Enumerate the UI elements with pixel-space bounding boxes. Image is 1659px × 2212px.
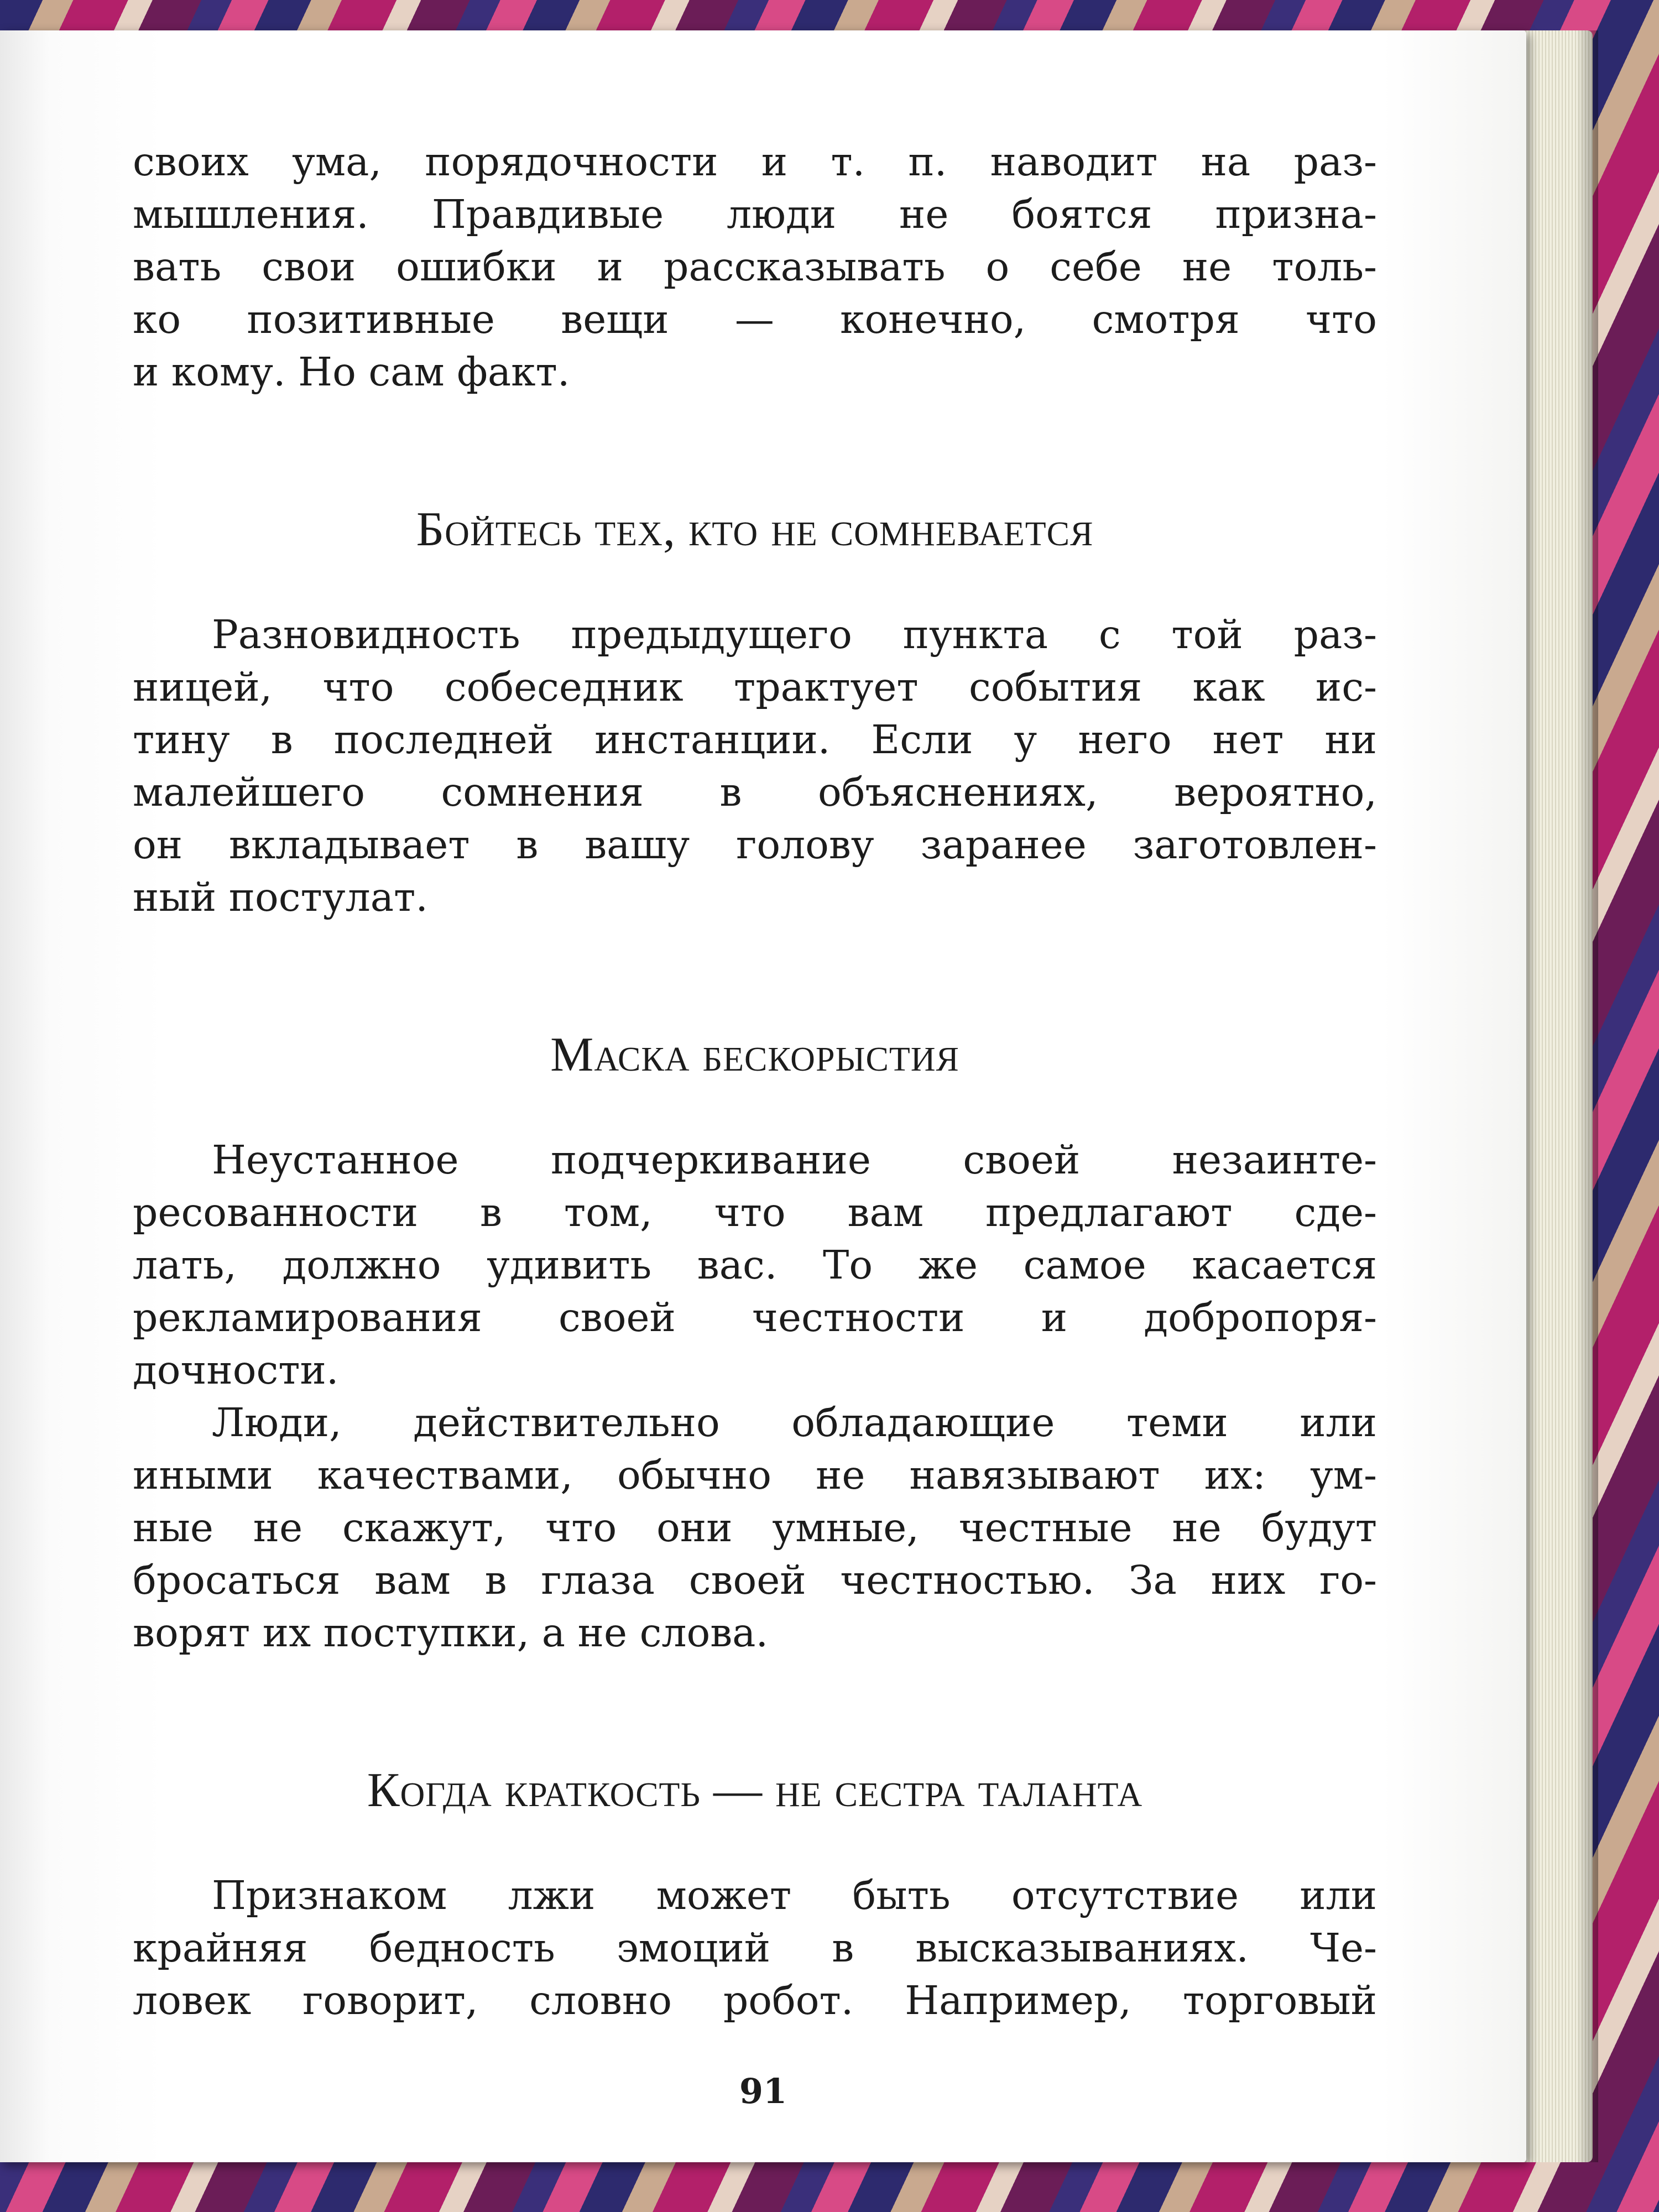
- text-line: Разновидность предыдущего пункта с той раз-: [212, 612, 1377, 658]
- text-line: вать свои ошибки и рассказывать о себе не толь-: [133, 244, 1377, 290]
- text-line: иными качествами, обычно не навязывают их: ум-: [133, 1452, 1377, 1498]
- text-line: ный постулат.: [133, 874, 428, 920]
- text-line: ловек говорит, словно робот. Например, торговый: [133, 1978, 1377, 2023]
- paragraph: [133, 1869, 1377, 2027]
- book-edge-shadow: [1576, 30, 1598, 2162]
- text-line: мышления. Правдивые люди не боятся призна-: [133, 191, 1377, 237]
- text-line: и кому. Но сам факт.: [133, 349, 570, 395]
- paragraph: [133, 1134, 1377, 1659]
- text-line: дочности.: [133, 1347, 339, 1393]
- text-line: лать, должно удивить вас. То же самое касается: [133, 1242, 1377, 1288]
- text-line: Неустанное подчеркивание своей незаинте-: [212, 1137, 1377, 1183]
- text-line: малейшего сомнения в объяснениях, вероятно,: [133, 769, 1377, 815]
- section-heading: Маска бескорыстия: [550, 1028, 959, 1082]
- paragraph-continuation: [133, 135, 1377, 398]
- text-line: ницей, что собеседник трактует события как ис-: [133, 664, 1377, 710]
- text-line: ко позитивные вещи — конечно, смотря что: [133, 296, 1377, 342]
- text-line: бросаться вам в глаза своей честностью. За них го-: [133, 1557, 1377, 1603]
- section-heading: Когда краткость — не сестра таланта: [367, 1764, 1143, 1817]
- text-line: ные не скажут, что они умные, честные не будут: [133, 1505, 1377, 1551]
- text-line: тину в последней инстанции. Если у него нет ни: [133, 717, 1377, 763]
- book-page: [0, 30, 1526, 2162]
- paragraph: [133, 608, 1377, 924]
- text-line: ресованности в том, что вам предлагают сде-: [133, 1190, 1377, 1235]
- text-line: своих ума, порядочности и т. п. наводит на раз-: [133, 139, 1377, 185]
- text-line: рекламирования своей честности и добропоря-: [133, 1295, 1377, 1340]
- page-number: 91: [739, 2071, 787, 2111]
- text-line: Признаком лжи может быть отсутствие или: [212, 1872, 1377, 1918]
- section-heading: Бойтесь тех, кто не сомневается: [416, 503, 1094, 556]
- text-line: крайняя бедность эмоций в высказываниях. Че-: [133, 1925, 1377, 1971]
- text-line: Люди, действительно обладающие теми или: [212, 1400, 1377, 1446]
- text-line: ворят их поступки, а не слова.: [133, 1610, 769, 1656]
- page-text: [133, 135, 1377, 2027]
- text-line: он вкладывает в вашу голову заранее заготовлен-: [133, 822, 1377, 868]
